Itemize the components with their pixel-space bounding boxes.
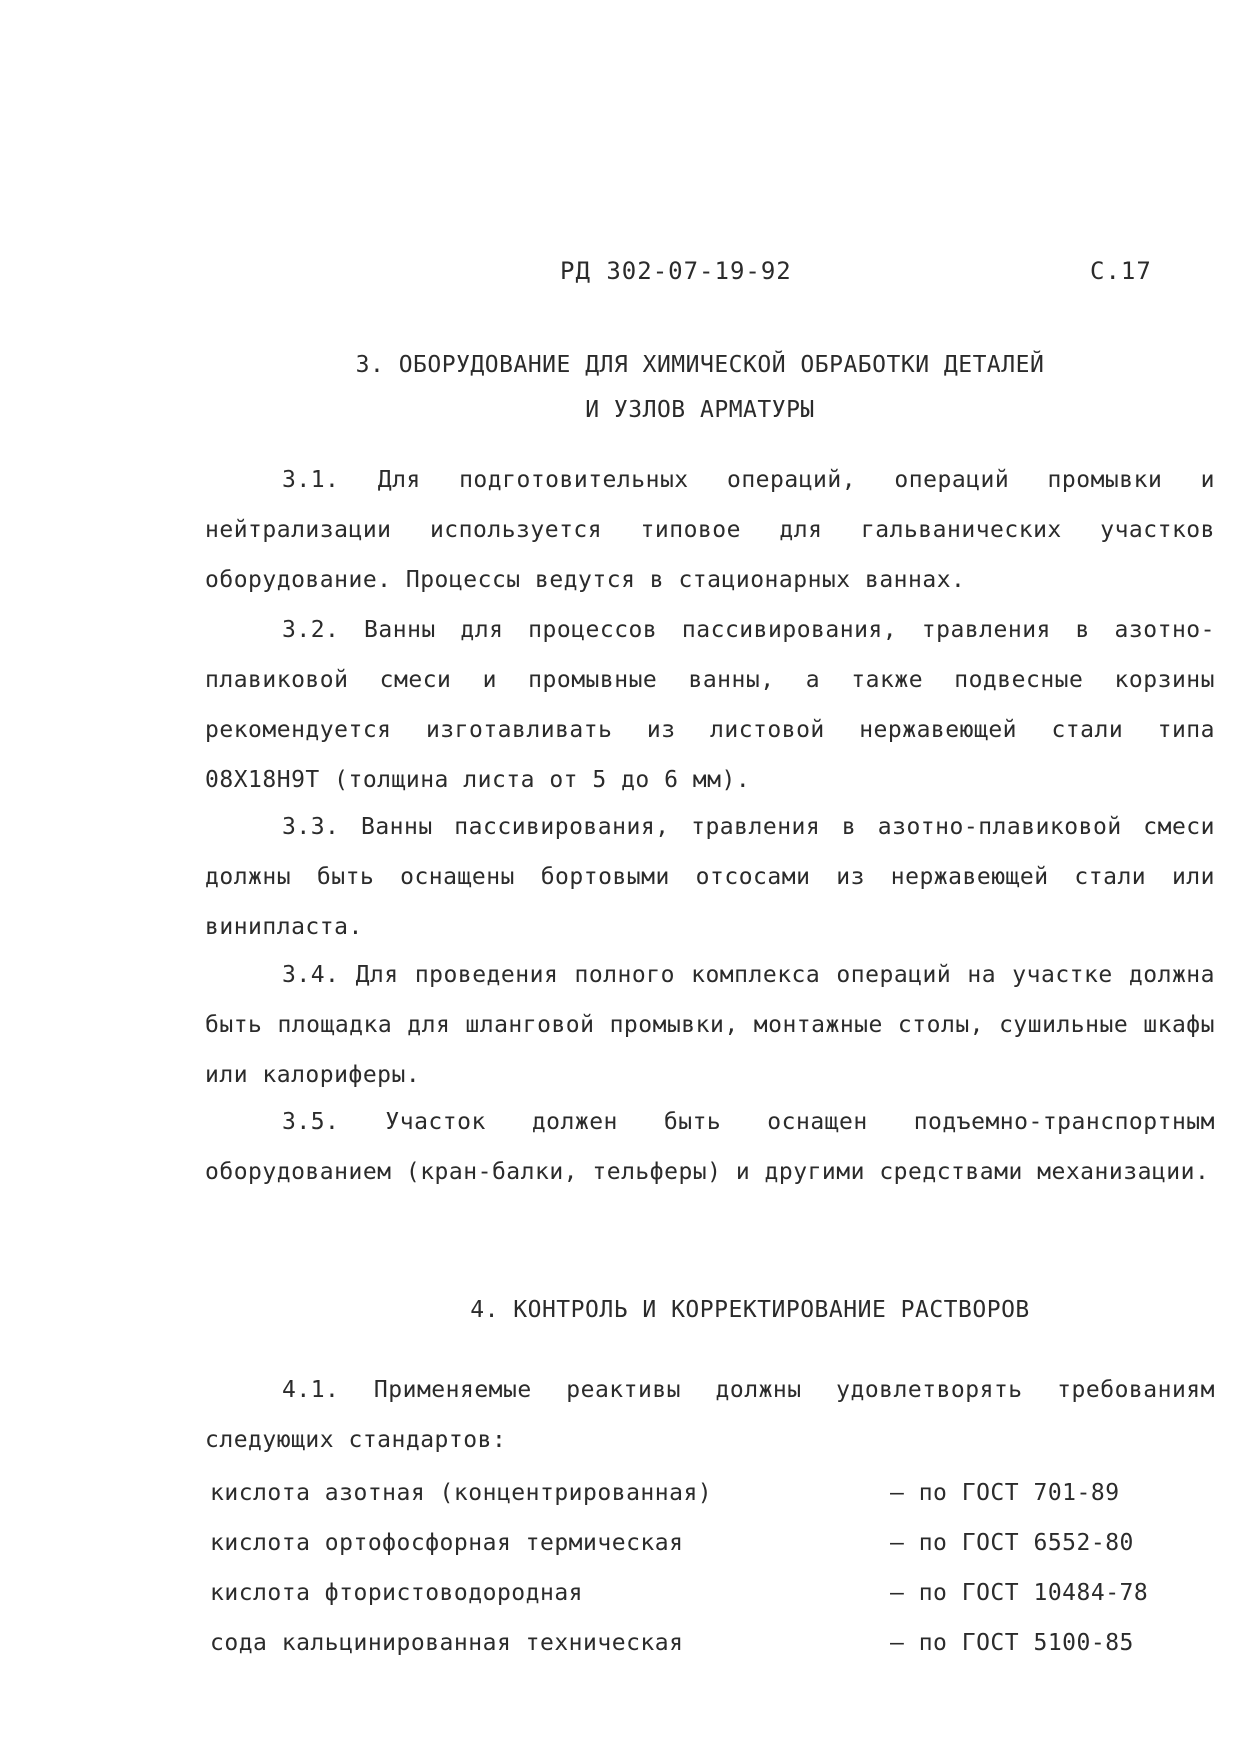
- document-code: РД 302-07-19-92: [560, 257, 792, 285]
- standard-name: кислота фтористоводородная: [210, 1580, 584, 1606]
- standard-name: кислота ортофосфорная термическая: [210, 1530, 684, 1556]
- page-number: С.17: [1090, 257, 1152, 285]
- section-4-title: 4. КОНТРОЛЬ И КОРРЕКТИРОВАНИЕ РАСТВОРОВ: [470, 1297, 1030, 1323]
- paragraph-3-4: 3.4. Для проведения полного комплекса операций на участке должна быть площадка для шланговой промывки, монтажные столы, сушильные шкафы или калориферы.: [205, 962, 1215, 1088]
- standard-reference: – по ГОСТ 6552-80: [890, 1530, 1134, 1556]
- paragraph-3-1: 3.1. Для подготовительных операций, операций промывки и нейтрализации используется типовое для гальванических участков оборудование. Процессы ведутся в стационарных ваннах.: [205, 467, 1215, 593]
- standard-name: кислота азотная (концентрированная): [210, 1480, 713, 1506]
- section-3-title-line-2: И УЗЛОВ АРМАТУРЫ: [585, 397, 815, 423]
- paragraph-4-1: 4.1. Применяемые реактивы должны удовлетворять требованиям следующих стандартов:: [205, 1377, 1215, 1453]
- paragraph-3-3: 3.3. Ванны пассивирования, травления в азотно-плавиковой смеси должны быть оснащены бортовыми отсосами из нержавеющей стали или винипласта.: [205, 814, 1215, 940]
- section-3-title-line-1: 3. ОБОРУДОВАНИЕ ДЛЯ ХИМИЧЕСКОЙ ОБРАБОТКИ ДЕТАЛЕЙ: [355, 352, 1045, 378]
- standard-reference: – по ГОСТ 701-89: [890, 1480, 1120, 1506]
- standard-name: сода кальцинированная техническая: [210, 1630, 684, 1656]
- standard-reference: – по ГОСТ 5100-85: [890, 1630, 1134, 1656]
- standard-reference: – по ГОСТ 10484-78: [890, 1580, 1149, 1606]
- paragraph-3-2: 3.2. Ванны для процессов пассивирования, травления в азотно-плавиковой смеси и промывные ванны, а также подвесные корзины рекомендуется изготавливать из листовой нержавеющей стали типа 08Х18Н9Т (толщина листа от 5 до 6 мм).: [205, 617, 1215, 793]
- paragraph-3-5: 3.5. Участок должен быть оснащен подъемно-транспортным оборудованием (кран-балки, тельферы) и другими средствами механизации.: [205, 1109, 1215, 1185]
